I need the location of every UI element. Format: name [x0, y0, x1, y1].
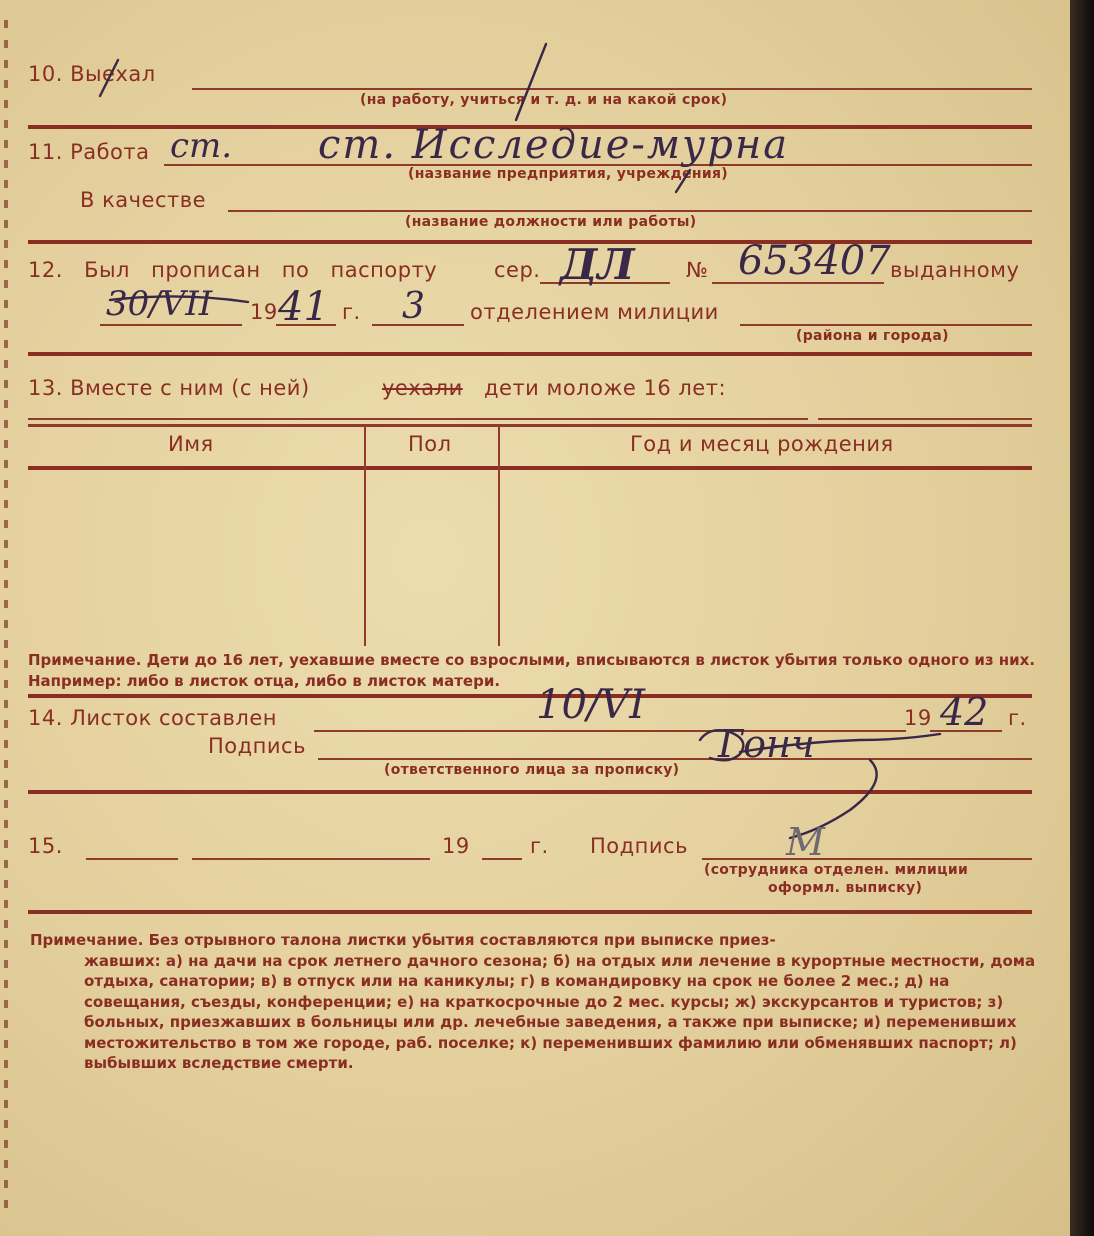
s14-sign-label: Подпись: [208, 734, 306, 758]
hw-series: ДЛ: [560, 240, 635, 289]
s15-year-suffix: г.: [530, 834, 549, 858]
hw-issued-date: 10/VI: [536, 682, 646, 728]
s11-label: 11. Работа: [28, 140, 150, 164]
s15-year-line: [482, 858, 522, 860]
s13-struck: уехали: [382, 376, 463, 400]
s12-office-line: [740, 324, 1032, 326]
s12-office-label: отделением милиции: [470, 300, 719, 324]
s12-year-prefix: 19: [250, 300, 278, 324]
col-name: Имя: [168, 432, 214, 456]
hw-date: 30/VII: [106, 284, 213, 324]
s15-day-line: [86, 858, 178, 860]
s14-year-suffix: г.: [1008, 706, 1027, 730]
hw-office-no: 3: [402, 286, 425, 327]
divider: [28, 790, 1032, 794]
s15-year-prefix: 19: [442, 834, 470, 858]
hw-signature: Гонч: [718, 722, 815, 766]
s12-number-label: №: [686, 258, 709, 282]
s11-role-line: [228, 210, 1032, 212]
s11-hint-company: (название предприятия, учреждения): [408, 166, 728, 182]
s12-label: 12. Был прописан по паспорту: [28, 258, 438, 282]
table-top-line: [28, 424, 1032, 427]
table-header-line: [28, 466, 1032, 470]
bottom-note-body: жавших: а) на дачи на срок летнего дачного сезона; б) на отдых или лечение в курортные местности, дома отдыха, санатории; в) в отпуск или на каникулы; г) в командировку на срок не более 2 мес.; д) на совещания, съезды, конференции; е) на краткосрочные до 2 мес. курсы; ж) экскурсантов и туристов; з) больных, приезжавших в больницы или др. лечебные заведения, а также при выписке; и) переменивших местожительство в том же городе, раб. поселке; к) переменивших фамилию или обменявших паспорт; л) выбывших вследствие смерти.: [84, 951, 1036, 1072]
bottom-note: [30, 930, 1040, 1074]
s10-hint: (на работу, учиться и т. д. и на какой срок): [360, 92, 728, 108]
perforation: [4, 20, 8, 1216]
scan-edge: [1070, 0, 1094, 1236]
hw-issued-year: 42: [940, 690, 989, 734]
s13-label: 13. Вместе с ним (с ней): [28, 376, 310, 400]
hw-work-prefix: ст.: [170, 126, 233, 166]
s15-hint1: (сотрудника отделен. милиции: [704, 862, 969, 878]
s14-date-line: [314, 730, 906, 732]
divider: [28, 694, 1032, 698]
hw-initial: М: [786, 820, 825, 864]
table-col-divider: [364, 424, 366, 646]
s10-field-line: [192, 88, 1032, 90]
s14-sign-line: [318, 758, 1032, 760]
bottom-note-line1: Примечание. Без отрывного талона листки убытия составляются при выписке приез-: [30, 931, 776, 949]
s15-month-line: [192, 858, 430, 860]
s11-hint-role: (название должности или работы): [405, 214, 697, 230]
s14-hint: (ответственного лица за прописку): [384, 762, 680, 778]
hw-number: 653407: [738, 238, 891, 284]
divider: [28, 352, 1032, 356]
table-col-divider: [498, 424, 500, 646]
s13-rest: дети моложе 16 лет:: [484, 376, 727, 400]
s15-sign-label: Подпись: [590, 834, 688, 858]
s12-year-suffix: г.: [342, 300, 361, 324]
s10-label: 10. Выехал: [28, 62, 156, 86]
table-top-line: [818, 418, 1032, 420]
s12-issued-label: выданному: [890, 258, 1020, 282]
s14-label: 14. Листок составлен: [28, 706, 277, 730]
s15-label: 15.: [28, 834, 63, 858]
s12-series-label: сер.: [494, 258, 541, 282]
table-top-line: [28, 418, 808, 420]
hw-work: ст. Исследие-мурна: [318, 122, 790, 168]
col-birth: Год и месяц рождения: [630, 432, 894, 456]
s11-role-label: В качестве: [80, 188, 207, 212]
s14-year-prefix: 19: [904, 706, 932, 730]
divider: [28, 910, 1032, 914]
col-sex: Пол: [408, 432, 452, 456]
s15-sign-line: [702, 858, 1032, 860]
s15-hint2: оформл. выписку): [768, 880, 923, 896]
hw-year: 41: [278, 284, 329, 330]
s12-date-line: [100, 324, 242, 326]
s13-note: Примечание. Дети до 16 лет, уехавшие вместе со взрослыми, вписываются в листок убытия только одного из них. Например: либо в листок отца, либо в листок матери.: [28, 651, 1036, 690]
s12-hint: (района и города): [796, 328, 949, 344]
